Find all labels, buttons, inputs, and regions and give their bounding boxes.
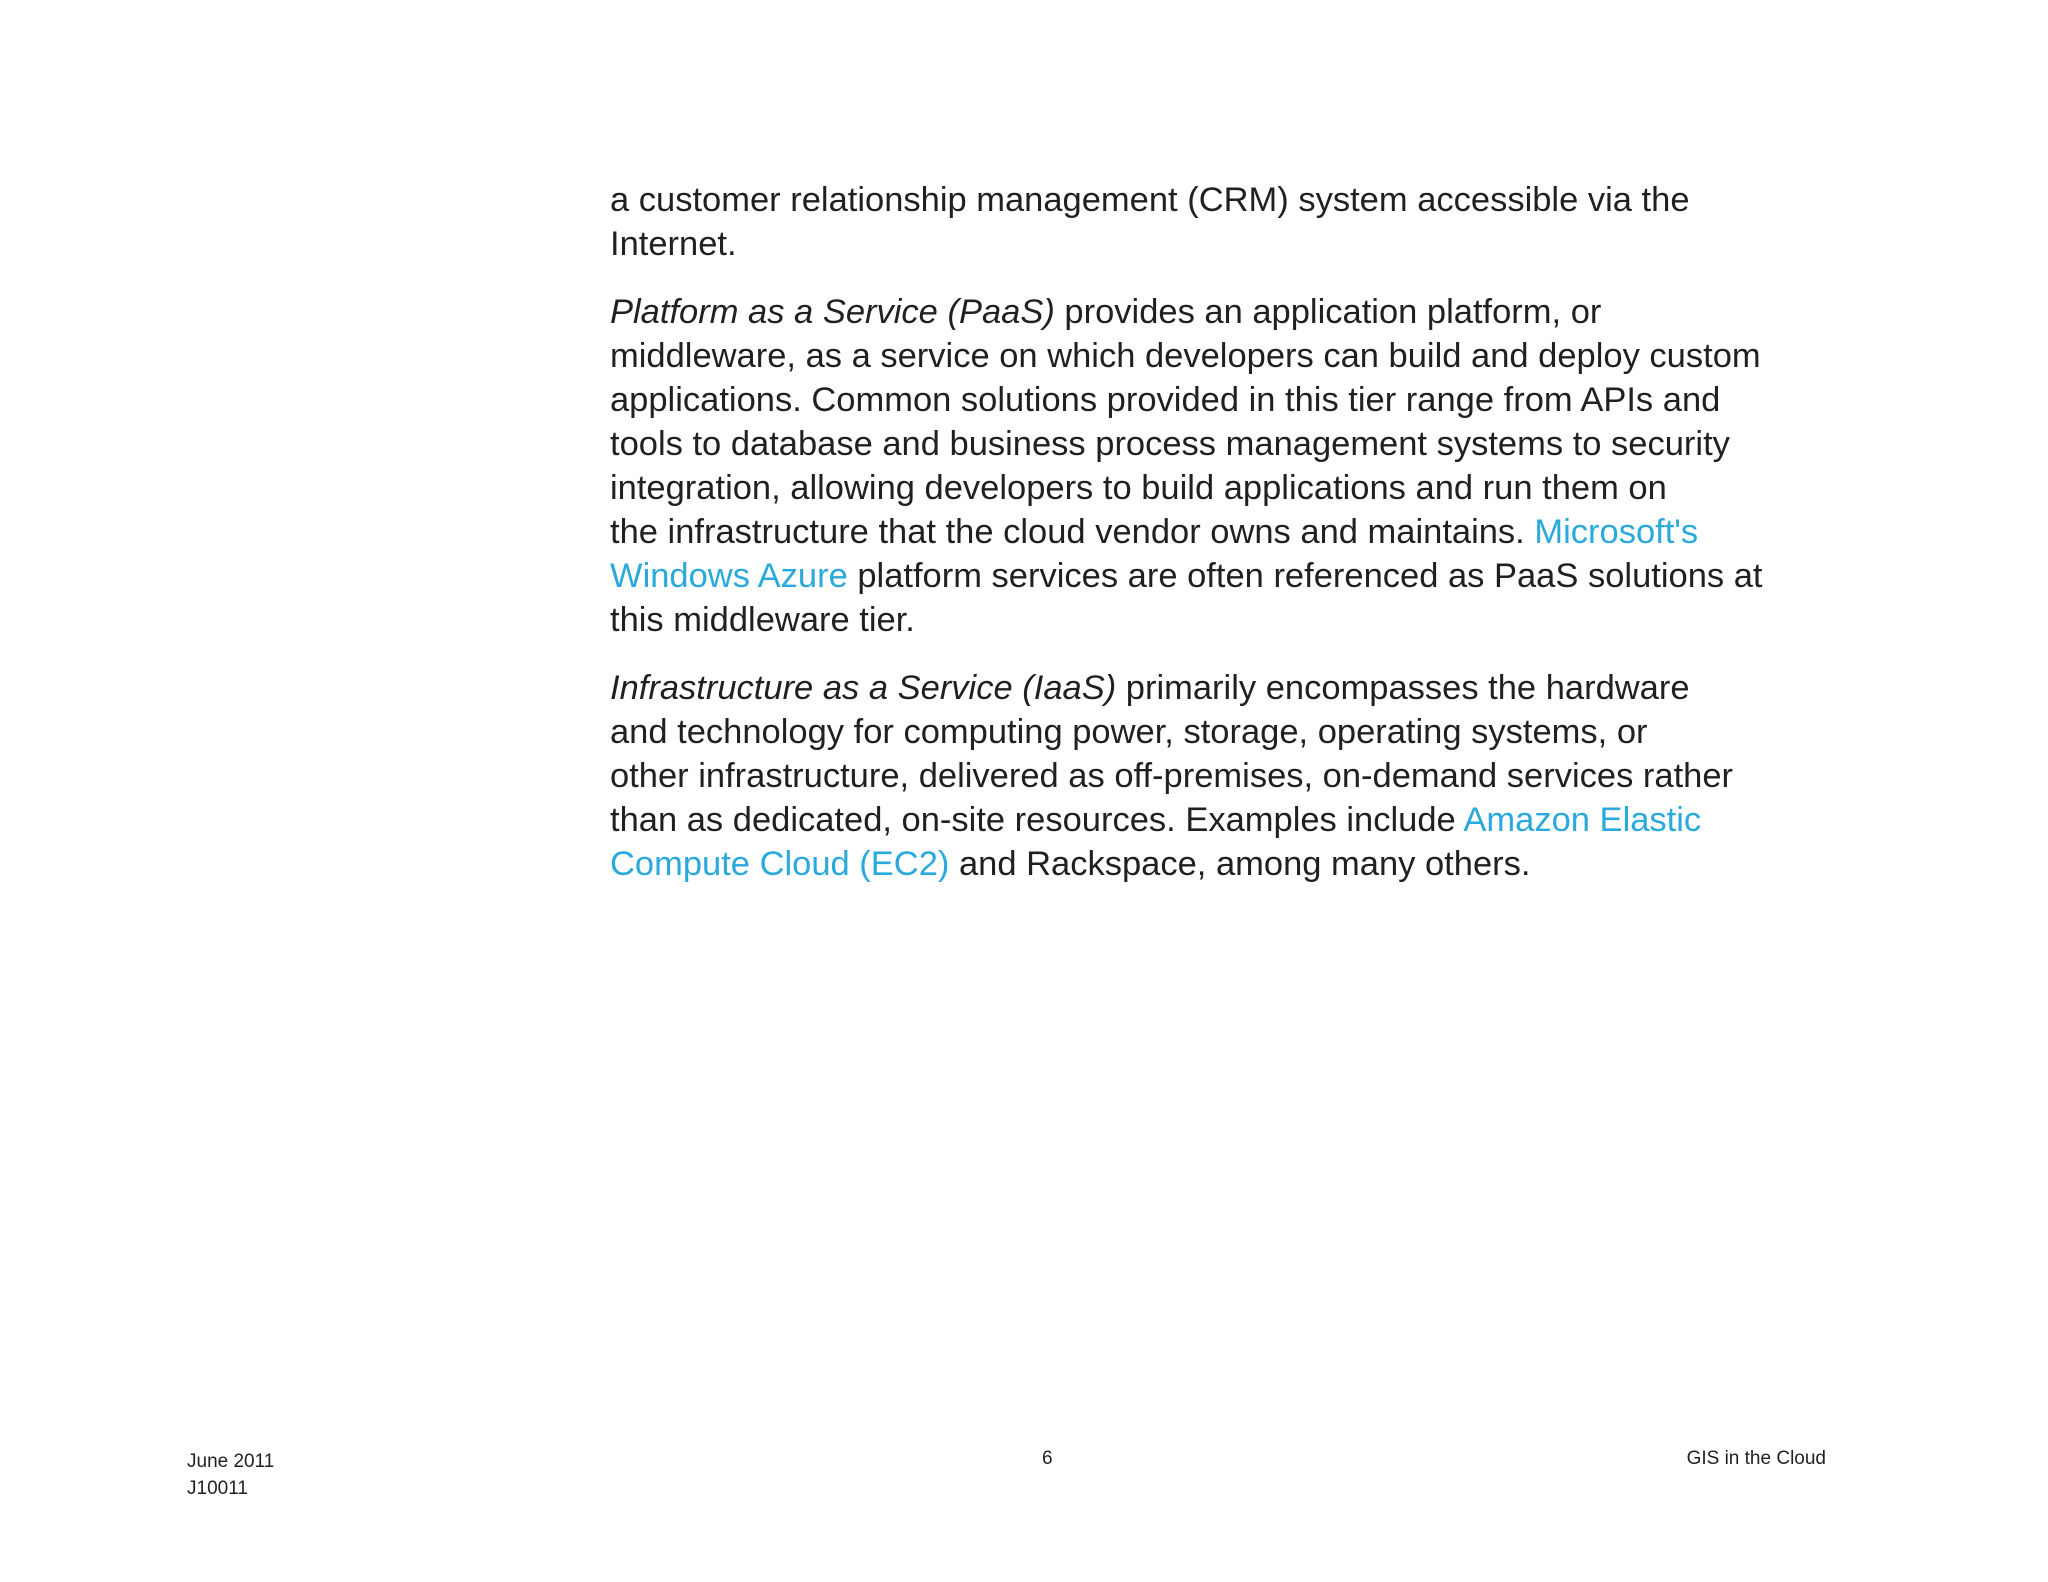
paragraph-paas [610,290,1850,642]
link-amazon-ec2[interactable]: Amazon Elastic [1463,801,1702,839]
text-segment: than as dedicated, on-site resources. Examples include [610,801,1464,839]
text-line: middleware, as a service on which developers can build and deploy custom [610,337,1761,375]
page-number: 6 [1042,1448,1053,1469]
text-line [610,510,1850,554]
footer-doc-title: GIS in the Cloud [1686,1448,1826,1469]
text-line [610,842,1850,886]
link-amazon-ec2-continued[interactable]: Compute Cloud (EC2) [610,845,950,883]
link-windows-azure-continued[interactable]: Windows Azure [610,557,848,595]
text-line: integration, allowing developers to build applications and run them on [610,469,1667,507]
text-segment: platform services are often referenced as PaaS solutions at [847,557,1763,595]
text-line: tools to database and business process management systems to security [610,425,1730,463]
text-line [610,798,1850,842]
footer-date: June 2011 [187,1451,275,1472]
paragraph-iaas [610,666,1850,886]
footer-doc-id: J10011 [187,1478,248,1499]
text-line: other infrastructure, delivered as off-premises, on-demand services rather [610,757,1734,795]
text-line: Internet. [610,225,737,263]
text-segment: the infrastructure that the cloud vendor owns and maintains. [610,513,1535,551]
text-segment: provides an application platform, or [1054,293,1602,331]
text-line: applications. Common solutions provided in this tier range from APIs and [610,381,1721,419]
text-line: this middleware tier. [610,601,915,639]
text-line [610,290,1850,334]
text-line: and technology for computing power, storage, operating systems, or [610,713,1648,751]
term-iaas: Infrastructure as a Service (IaaS) [610,669,1117,707]
link-windows-azure[interactable]: Microsoft's [1534,513,1699,551]
text-segment: primarily encompasses the hardware [1116,669,1690,707]
main-content [610,178,1850,910]
term-paas: Platform as a Service (PaaS) [610,293,1055,331]
footer-left [187,1448,274,1502]
text-line [610,554,1850,598]
text-line: a customer relationship management (CRM) system accessible via the [610,181,1690,219]
paragraph-saas-continued [610,178,1850,266]
text-segment: and Rackspace, among many others. [949,845,1531,883]
text-line [610,666,1850,710]
